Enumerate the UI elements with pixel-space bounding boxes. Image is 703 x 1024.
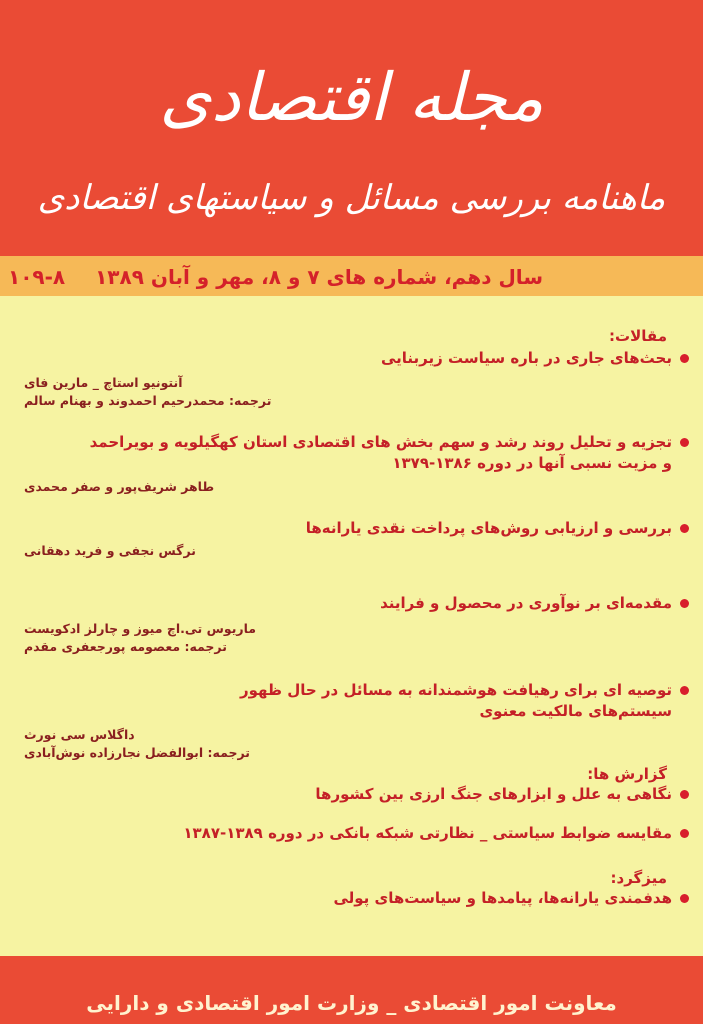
article-authors: ماریوس تی.اچ میوز و چارلز ادکویست ترجمه: معصومه پورجعفری مقدم (24, 621, 257, 654)
article-title: بررسی و ارزیابی روش‌های پرداخت نقدی یارانه‌ها (306, 518, 689, 539)
bullet-icon (680, 354, 689, 363)
journal-title: مجله اقتصادی (159, 59, 544, 136)
bullet-icon (680, 599, 689, 608)
article-authors: آنتونیو استاچ _ مارین فای ترجمه: محمدرحیم احمدوند و بهنام سالم (24, 375, 272, 408)
contents-area (0, 296, 703, 956)
section-label-reports: گزارش ها: (587, 765, 667, 783)
section-label-roundtable: میزگرد: (610, 869, 667, 887)
article-title: مقدمه‌ای بر نوآوری در محصول و فرایند (380, 593, 689, 614)
bullet-icon (680, 894, 689, 903)
issue-info: سال دهم، شماره های ۷ و ۸، مهر و آبان ۱۳۸۹ (95, 265, 543, 289)
report-title: مقایسه ضوابط سیاستی _ نظارتی شبکه بانکی در دوره ۱۳۸۹-۱۳۸۷ (183, 823, 689, 844)
report-title: نگاهی به علل و ابزارهای جنگ ارزی بین کشورها (315, 784, 689, 805)
article-title: بحث‌های جاری در باره سیاست زیربنایی (381, 348, 689, 369)
article-authors: طاهر شریف‌پور و صفر محمدی (24, 479, 215, 494)
issue-code: ۱۰۹-۸ (8, 265, 66, 289)
journal-subtitle: ماهنامه بررسی مسائل و سیاستهای اقتصادی (37, 178, 666, 218)
bullet-icon (680, 686, 689, 695)
article-title: تجزیه و تحلیل روند رشد و سهم بخش های اقتصادی استان کهگیلویه و بویراحمد و مزیت نسبی آنها در دوره ۱۳۸۶-۱۳۷۹ (90, 432, 689, 474)
section-label-articles: مقالات: (609, 327, 667, 345)
bullet-icon (680, 524, 689, 533)
article-authors: داگلاس سی نورث ترجمه: ابوالفضل نجارزاده نوش‌آبادی (24, 727, 250, 760)
roundtable-title: هدفمندی یارانه‌ها، پیامدها و سیاست‌های پولی (333, 888, 689, 909)
article-title: توصیه ای برای رهیافت هوشمندانه به مسائل در حال ظهور سیستم‌های مالکیت معنوی (240, 680, 689, 722)
bullet-icon (680, 829, 689, 838)
article-authors: نرگس نجفی و فرید دهقانی (24, 543, 196, 558)
bullet-icon (680, 438, 689, 447)
publisher-name: معاونت امور اقتصادی _ وزارت امور اقتصادی و دارایی (86, 991, 617, 1015)
bullet-icon (680, 790, 689, 799)
